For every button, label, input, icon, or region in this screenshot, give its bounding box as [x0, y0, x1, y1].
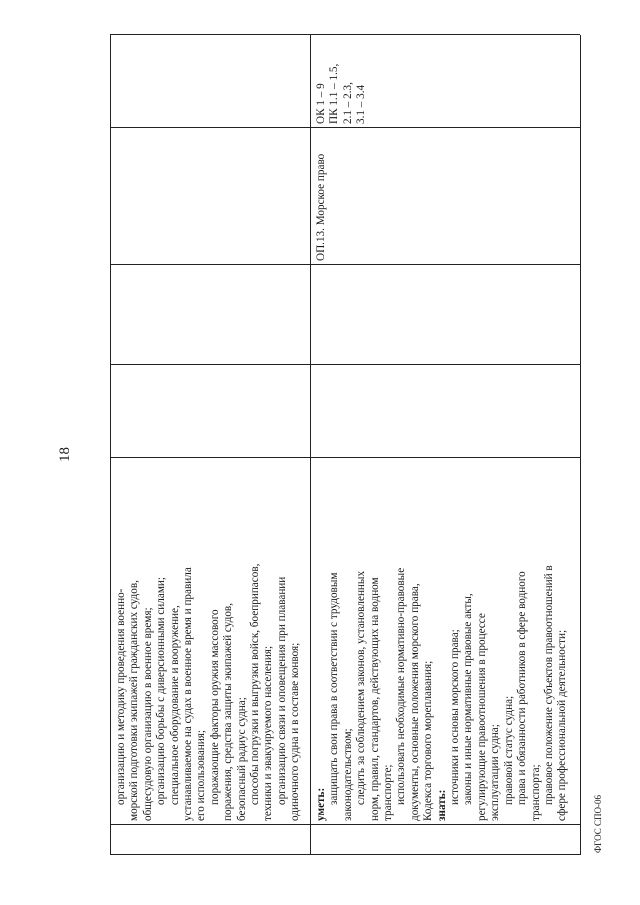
text-line: уметь: [315, 787, 327, 821]
text-line: морской подготовки экипажей гражданских судов, [128, 580, 141, 821]
text-line: следить за соблюдением законов, установленных [355, 570, 368, 805]
text-line: общесудовую организацию в военное время; [141, 607, 154, 821]
text-line: эксплуатации судна; [489, 724, 502, 821]
text-line: организацию и методику проведения военно- [115, 588, 127, 805]
text-line: источники и основы морского права; [449, 629, 462, 805]
text-line: законы и иные нормативные правовые акты, [462, 593, 475, 805]
text-line: Кодекса торгового мореплавания; [422, 660, 435, 821]
text-line: использовать необходимые нормативно-правовые [395, 567, 408, 805]
text-line: организацию борьбы с диверсионными силами; [155, 576, 168, 805]
text-line: специальное оборудование и вооружение, [168, 605, 181, 805]
table-border-right [110, 34, 580, 35]
column-divider [110, 264, 580, 265]
text-line: норм, правил, стандартов, действующих на водном [368, 577, 381, 821]
curriculum-table [110, 0, 603, 855]
competency-code: ПК 1.1 – 1.5, [328, 63, 341, 124]
text-line: правовой статус судна; [502, 695, 515, 805]
table-border-left [110, 854, 580, 855]
text-line: устанавливаемое на судах в военное время и правила [182, 567, 195, 821]
text-line: техники и эвакуируемого населения; [262, 645, 275, 821]
text-line: безопасный радиус судна; [235, 697, 248, 821]
discipline-cell [315, 131, 328, 261]
text-line: законодательством; [341, 728, 354, 821]
row-divider [310, 35, 311, 855]
page-number: 18 [57, 447, 73, 462]
text-line: защищать свои права в соответствии с трудовым [328, 572, 341, 805]
column-divider [110, 364, 580, 365]
text-line: права и обязанности работников в сфере водного [516, 571, 529, 805]
text-line: сфере профессиональной деятельности; [556, 629, 569, 821]
competencies-cell [315, 38, 369, 124]
column-divider [110, 824, 580, 825]
text-line: транспорта; [529, 764, 542, 821]
text-line: регулирующие правоотношения в процессе [475, 613, 488, 821]
text-line: одиночного судна и в составе конвоя; [289, 642, 302, 821]
table-border-top [110, 35, 111, 855]
text-line: поражающие факторы оружия массового [208, 609, 221, 805]
competency-code: 2.1 – 2.3, [341, 82, 354, 124]
text-line: организацию связи и оповещения при плавании [275, 576, 288, 805]
text-line: знать: [435, 789, 448, 821]
row2-content-cell [315, 461, 570, 821]
text-line: правовое положение субъектов правоотношений в [542, 565, 555, 805]
text-line: способы погрузки и выгрузки войск, боеприпасов, [249, 563, 262, 805]
text-line: транспорте; [382, 764, 395, 821]
competency-code: ОК 1 – 9 [315, 83, 327, 124]
row1-content-cell [115, 461, 303, 821]
text-line: документы, основные положения морского права, [408, 583, 421, 821]
text-line: поражения, средства защиты экипажей судов, [222, 603, 235, 821]
footer-mark: ФГОС СПО-06 [593, 795, 603, 853]
discipline-name: ОП.13. Морское право [315, 153, 327, 261]
column-divider [110, 127, 580, 128]
text-line: его использования; [195, 729, 208, 821]
table-border-bottom [580, 35, 581, 855]
column-divider [110, 457, 580, 458]
competency-code: 3.1 – 3.4 [355, 84, 368, 124]
